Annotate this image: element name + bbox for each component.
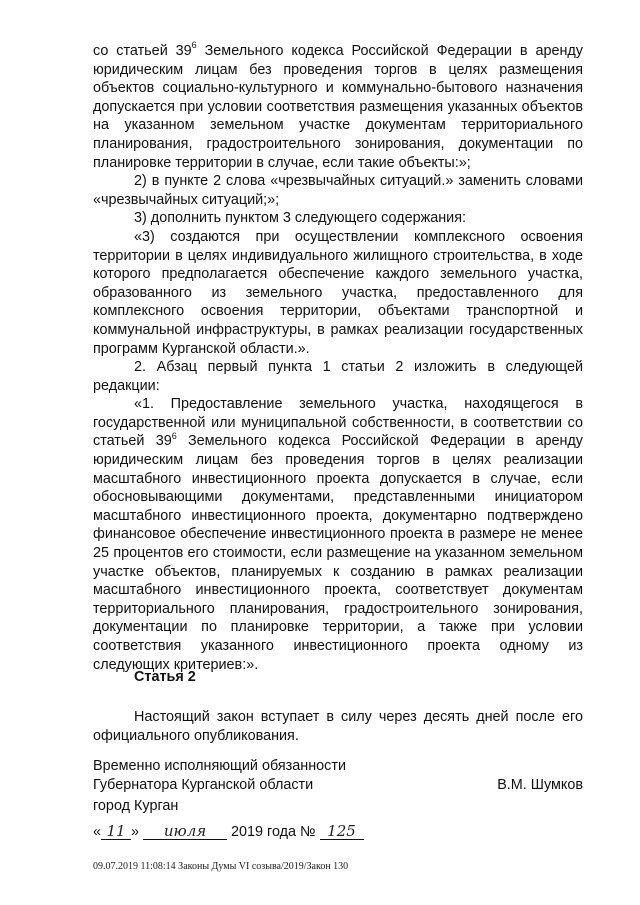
date-year-text: 2019 года № — [231, 824, 316, 840]
paragraph-1-text-end: Земельного кодекса Российской Федерации в аренду юридическим лицам без проведения торгов в целях размещения объектов социально-культурного и коммунально-бытового назначения допускается при условии соответствия размещения указанных объектов на указанном земельном участке документам территориального планирования, градостроительного зонирования, документации по планировке территории в случае, если такие объекты:»; — [93, 43, 584, 171]
signature-block — [93, 757, 583, 794]
date-quote-open: « — [93, 824, 102, 840]
date-day-handwritten: 11 — [101, 823, 131, 840]
paragraph-5: 2. Абзац первый пункта 1 статьи 2 изложить в следующей редакции: — [93, 359, 583, 394]
signatory-position-line-2: Губернатора Курганской области — [93, 776, 314, 793]
paragraph-1 — [93, 42, 583, 172]
paragraph-1-superscript: 6 — [191, 40, 197, 51]
paragraph-6-superscript: 6 — [171, 430, 177, 441]
paragraph-6-text-start: «1. Предоставление земельного участка, находящегося в государственной или муниципальной собственности, в соответствии со статьей 39 — [93, 396, 583, 450]
date-month-handwritten: июля — [143, 823, 227, 840]
date-quote-close: » — [131, 824, 140, 840]
paragraph-6-text-end: Земельного кодекса Российской Федерации в аренду юридическим лицам без проведения торгов в целях реализации масштабного инвестиционного проекта допускается в случае, если обосновывающими документами, представленными инициатором масштабного инвестиционного проекта, документарно подтверждено финансовое обеспечение инвестиционного проекта в размере не менее 25 процентов его стоимости, если размещение на указанном земельном участке объектов, планируемых к созданию в рамках реализации масштабного инвестиционного проекта, соответствует документам территориального планирования, градостроительного зонирования, документации по планировке территории, а также при условии соответствия указанного инвестиционного проекта одному из следующих критериев:». — [93, 433, 583, 673]
paragraph-1-text-start: со статьей 39 — [93, 43, 192, 59]
paragraph-3: 3) дополнить пунктом 3 следующего содержания: — [134, 210, 466, 227]
footer-stamp: 09.07.2019 11:08:14 Законы Думы VI созыва/2019/Закон 130 — [93, 861, 349, 872]
signatory-name: В.М. Шумков — [497, 776, 583, 793]
paragraph-4: «3) создаются при осуществлении комплексного освоения территории в целях индивидуального жилищного строительства, в ходе которого предполагается обеспечение каждого земельного участка, образованного из земельного участка, предоставленного для комплексного освоения территории, объектами транспортной и коммунальной инфраструктуры, в рамках реализации государственных программ Курганской области.». — [93, 228, 583, 357]
date-line — [93, 823, 364, 842]
article-title: Статья 2 — [134, 669, 196, 685]
document-body — [93, 42, 583, 674]
city-line: город Курган — [93, 798, 179, 814]
law-number-handwritten: 125 — [320, 823, 364, 840]
paragraph-6 — [93, 395, 583, 674]
signatory-position-line-1: Временно исполняющий обязанности — [93, 758, 347, 774]
paragraph-2: 2) в пункте 2 слова «чрезвычайных ситуаций.» заменить словами «чрезвычайных ситуаций;»; — [93, 173, 583, 208]
final-provision: Настоящий закон вступает в силу через десять дней после его официального опубликования. — [93, 709, 583, 744]
signature-row — [93, 776, 583, 795]
